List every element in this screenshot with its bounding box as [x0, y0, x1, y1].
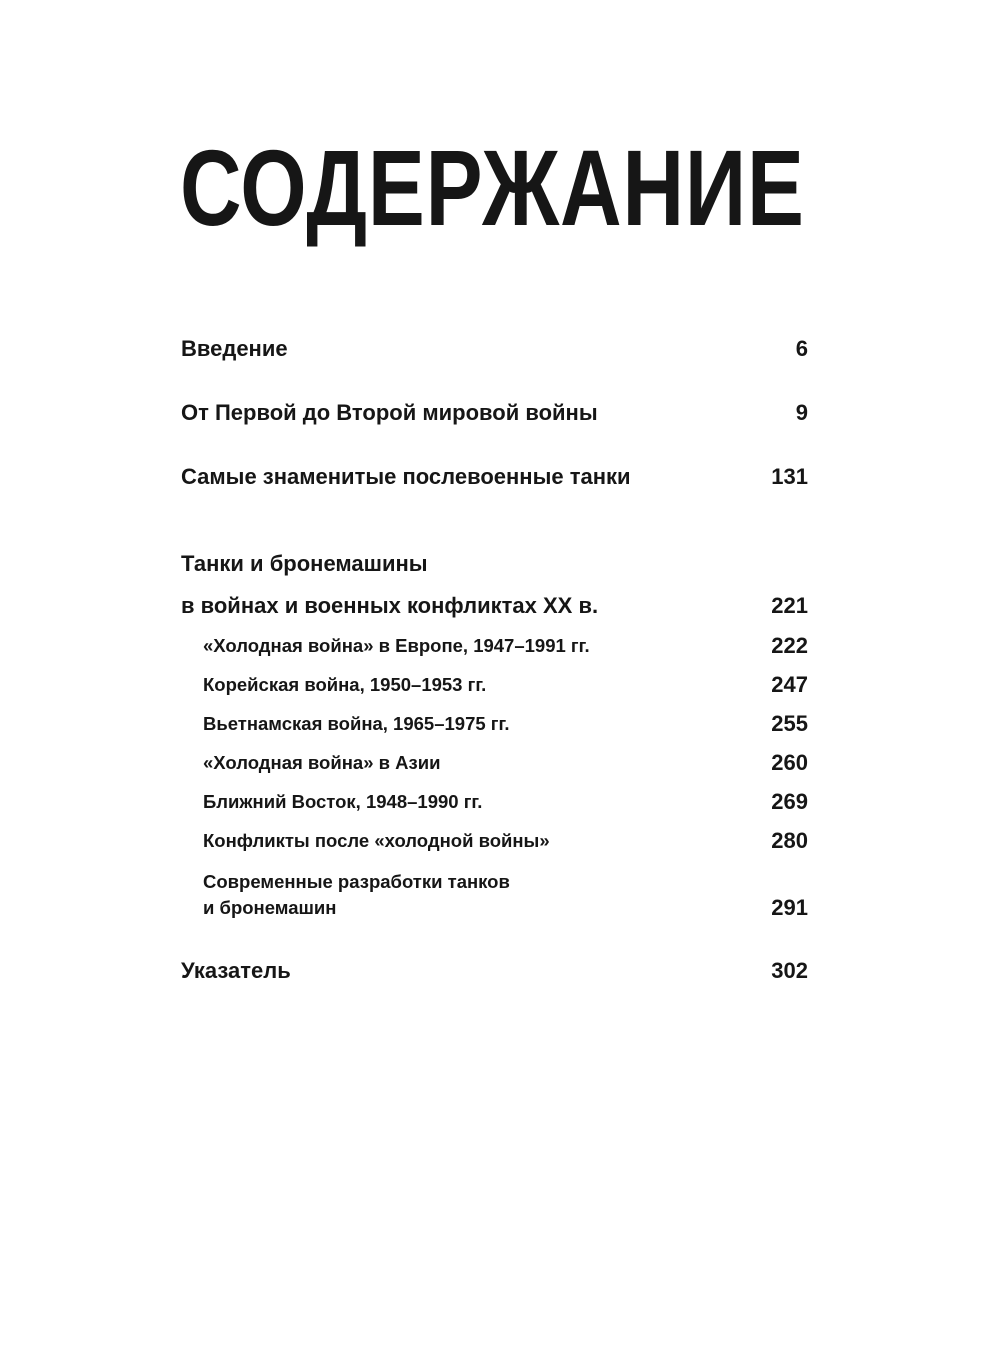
- toc-subentry-title: Ближний Восток, 1948–1990 гг.: [203, 791, 483, 812]
- toc-subentry-post-cold-war-conflicts[interactable]: [203, 828, 808, 854]
- toc-entry-page-number: 9: [795, 400, 808, 425]
- toc-subentry-page-number: 260: [771, 750, 808, 775]
- toc-entry-introduction[interactable]: [181, 335, 808, 363]
- toc-subentry-title: Корейская война, 1950–1953 гг.: [203, 674, 487, 695]
- toc-subentry-page-number: 291: [771, 895, 808, 920]
- toc-entry-title: Введение: [181, 336, 288, 361]
- toc-entry-title: в войнах и военных конфликтах XX в.: [181, 593, 599, 618]
- toc-subentry-title: [203, 869, 510, 921]
- toc-subentry-korean-war[interactable]: [203, 672, 808, 698]
- toc-subentry-page-number: 269: [771, 789, 808, 814]
- toc-entry-title: Самые знаменитые послевоенные танки: [181, 464, 631, 489]
- toc-entry-wars-and-conflicts[interactable]: [181, 592, 808, 620]
- toc-entry-page-number: 131: [771, 464, 808, 489]
- toc-entry-postwar-tanks[interactable]: [181, 463, 808, 491]
- toc-subentry-page-number: 222: [771, 633, 808, 658]
- toc-subentry-modern-developments[interactable]: [203, 869, 808, 925]
- toc-subentry-page-number: 247: [771, 672, 808, 697]
- toc-subentry-cold-war-asia[interactable]: [203, 750, 808, 776]
- toc-entry-page-number: 302: [771, 958, 808, 983]
- toc-entry-title: Указатель: [181, 958, 291, 983]
- toc-subentry-page-number: 280: [771, 828, 808, 853]
- toc-subentry-title: «Холодная война» в Европе, 1947–1991 гг.: [203, 635, 590, 656]
- toc-subentry-title-line-1: Современные разработки танков: [203, 871, 510, 892]
- page-title: СОДЕРЖАНИЕ: [180, 127, 805, 248]
- toc-subentry-middle-east[interactable]: [203, 789, 808, 815]
- toc-subentry-vietnam-war[interactable]: [203, 711, 808, 737]
- toc-subentry-title: Конфликты после «холодной войны»: [203, 830, 550, 851]
- toc-subentry-title-line-2: и бронемашин: [203, 897, 337, 918]
- toc-entry-title: От Первой до Второй мировой войны: [181, 400, 598, 425]
- toc-entry-page-number: 221: [771, 593, 808, 618]
- toc-subentry-title: Вьетнамская война, 1965–1975 гг.: [203, 713, 510, 734]
- toc-entry-page-number: 6: [795, 336, 808, 361]
- toc-group-heading: Танки и бронемашины: [181, 551, 428, 576]
- toc-entry-index[interactable]: [181, 957, 808, 985]
- toc-subentry-page-number: 255: [771, 711, 808, 736]
- toc-entry-first-to-second-world-war[interactable]: [181, 399, 808, 427]
- toc-subentry-cold-war-europe[interactable]: [203, 633, 808, 659]
- toc-subentry-title: «Холодная война» в Азии: [203, 752, 441, 773]
